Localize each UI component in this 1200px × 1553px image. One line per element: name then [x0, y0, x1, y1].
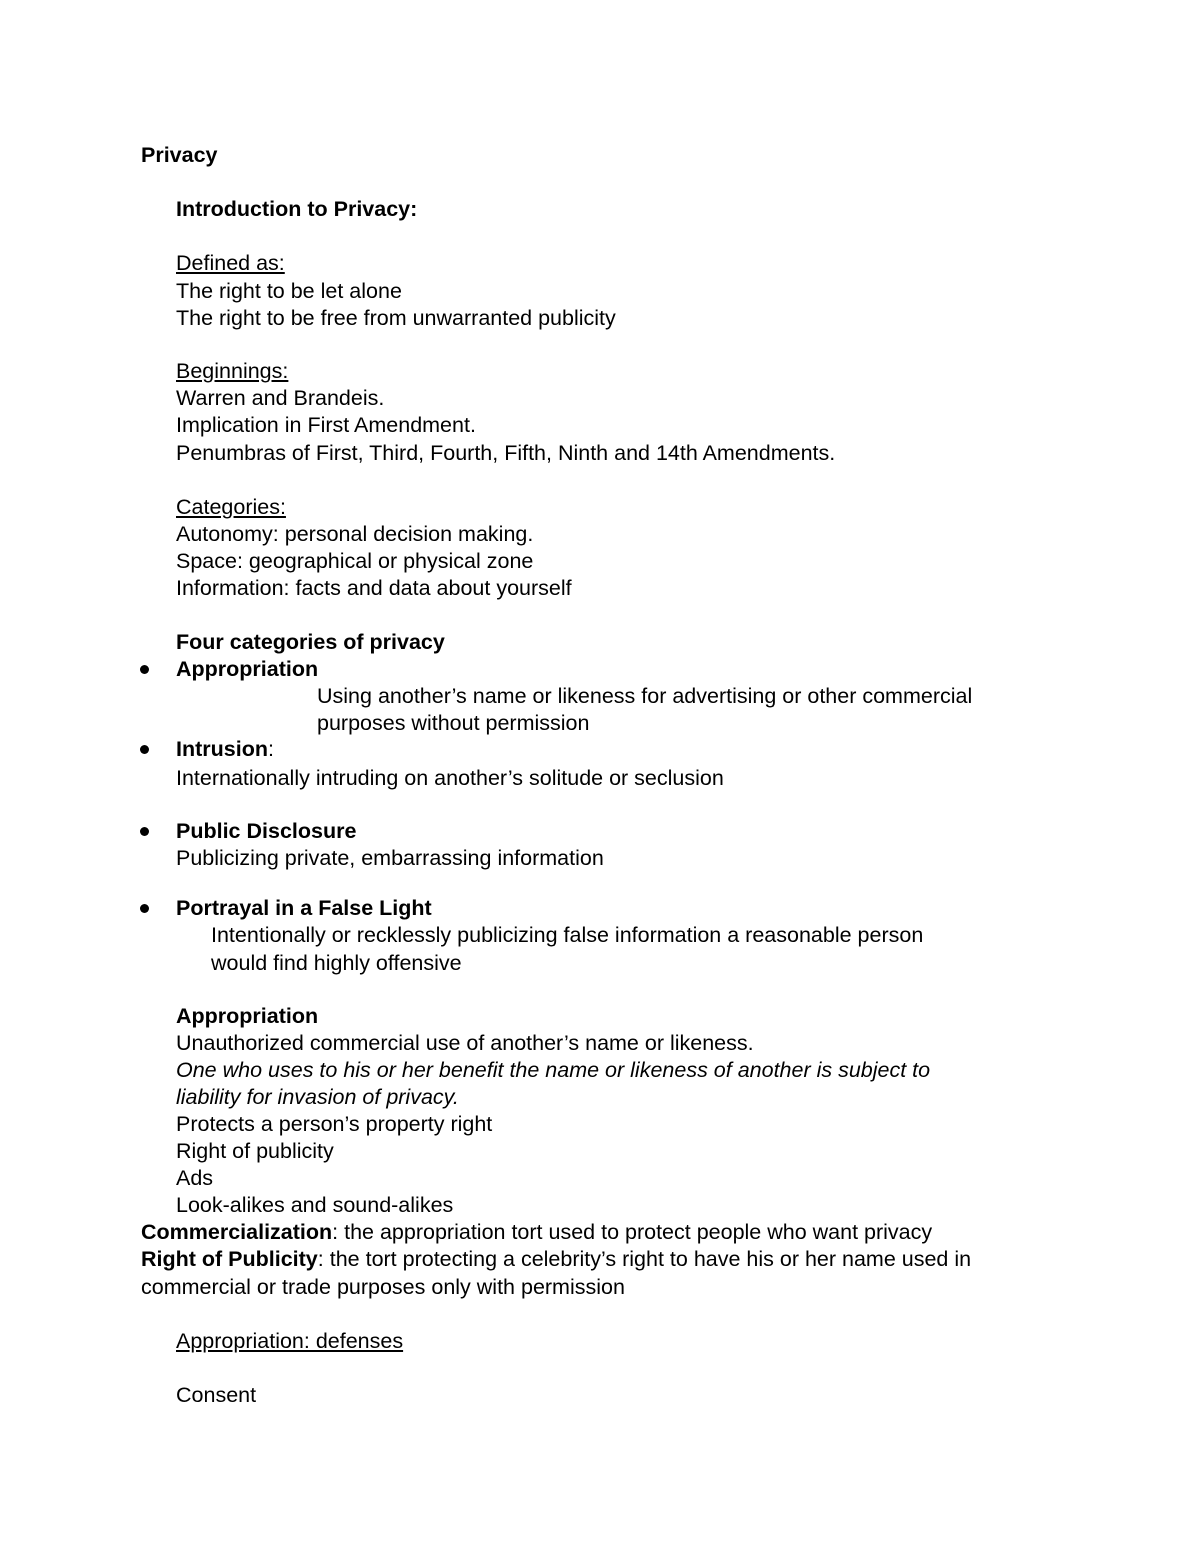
category-item-desc: Intentionally or recklessly publicizing false information a reasonable person — [211, 923, 924, 947]
category-item-desc: Internationally intruding on another’s solitude or seclusion — [176, 766, 724, 790]
category-item-desc: Using another’s name or likeness for advertising or other commercial — [317, 684, 973, 708]
appropriation-heading: Appropriation — [176, 1004, 319, 1028]
beginnings-item: Warren and Brandeis. — [176, 386, 385, 410]
category-item-title: Intrusion: — [176, 737, 274, 761]
appropriation-definition: Unauthorized commercial use of another’s name or likeness. — [176, 1031, 754, 1055]
term-name: Right of Publicity — [141, 1247, 318, 1271]
beginnings-label: Beginnings: — [176, 359, 289, 383]
appropriation-point: Protects a person’s property right — [176, 1112, 493, 1136]
term-definition: Right of Publicity: the tort protecting a celebrity’s right to have his or her name used in — [141, 1247, 972, 1271]
bullet-icon — [140, 827, 149, 836]
defined-label: Defined as: — [176, 251, 285, 275]
appropriation-point: Look-alikes and sound-alikes — [176, 1193, 454, 1217]
beginnings-item: Implication in First Amendment. — [176, 413, 476, 437]
categories-label: Categories: — [176, 495, 286, 519]
defenses-item: Consent — [176, 1383, 257, 1407]
category-item-title: Appropriation — [176, 657, 319, 681]
term-definition-cont: commercial or trade purposes only with permission — [141, 1275, 625, 1299]
appropriation-point: Right of publicity — [176, 1139, 334, 1163]
categories-item: Space: geographical or physical zone — [176, 549, 534, 573]
appropriation-quote: liability for invasion of privacy. — [176, 1085, 459, 1109]
document-title: Privacy — [141, 143, 218, 167]
appropriation-point: Ads — [176, 1166, 214, 1190]
four-categories-heading: Four categories of privacy — [176, 630, 445, 654]
appropriation-quote: One who uses to his or her benefit the name or likeness of another is subject to — [176, 1058, 931, 1082]
category-item-desc: purposes without permission — [317, 711, 590, 735]
category-item-desc: would find highly offensive — [211, 951, 462, 975]
bullet-icon — [140, 665, 149, 674]
bullet-icon — [140, 745, 149, 754]
categories-item: Autonomy: personal decision making. — [176, 522, 534, 546]
intro-heading: Introduction to Privacy: — [176, 197, 418, 221]
category-item-desc: Publicizing private, embarrassing information — [176, 846, 604, 870]
defined-item: The right to be free from unwarranted publicity — [176, 306, 616, 330]
term-definition: Commercialization: the appropriation tort used to protect people who want privacy — [141, 1220, 933, 1244]
category-item-title: Public Disclosure — [176, 819, 357, 843]
beginnings-item: Penumbras of First, Third, Fourth, Fifth, Ninth and 14th Amendments. — [176, 441, 836, 465]
defined-item: The right to be let alone — [176, 279, 402, 303]
categories-item: Information: facts and data about yourself — [176, 576, 572, 600]
defenses-heading: Appropriation: defenses — [176, 1329, 404, 1353]
category-item-title: Portrayal in a False Light — [176, 896, 432, 920]
term-name: Commercialization — [141, 1220, 333, 1244]
bullet-icon — [140, 904, 149, 913]
